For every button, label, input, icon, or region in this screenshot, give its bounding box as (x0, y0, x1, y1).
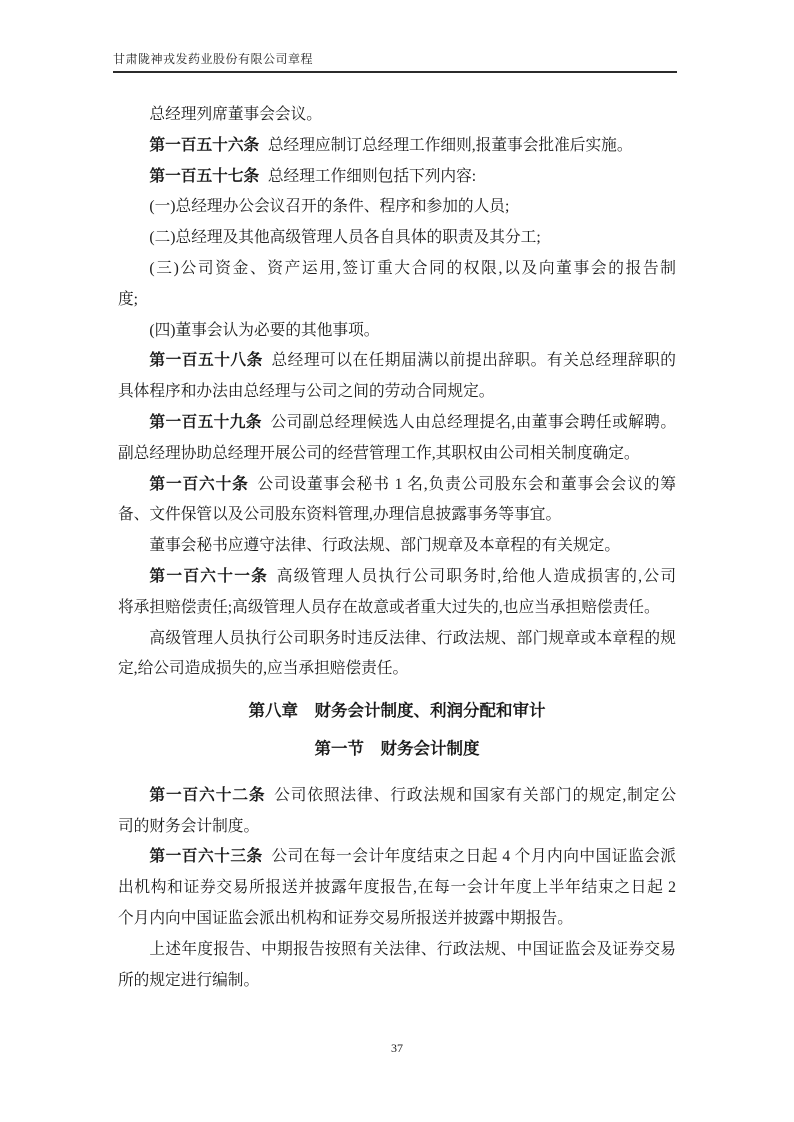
article-number: 第一百六十三条 (149, 848, 263, 866)
text-line: 备、文件保管以及公司股东资料管理,办理信息披露事务等事宜。 (118, 506, 562, 524)
paragraph (118, 935, 676, 997)
text-line: (三)公司资金、资产运用,签订重大合同的权限,以及向董事会的报告制 (149, 259, 676, 277)
article-number: 第一百六十二条 (149, 786, 266, 804)
text-line: (一)总经理办公会议召开的条件、程序和参加的人员; (149, 198, 510, 216)
text-line: (二)总经理及其他高级管理人员各自具体的职责及其分工; (149, 229, 541, 247)
paragraph (118, 408, 676, 470)
text-line: 第一百六十二条 公司依照法律、行政法规和国家有关部门的规定,制定公 (149, 786, 677, 804)
text-line: 出机构和证券交易所报送并披露年度报告,在每一会计年度上半年结束之日起 2 (118, 879, 676, 897)
text-line: 个月内向中国证监会派出机构和证券交易所报送并披露中期报告。 (118, 909, 573, 927)
text-line: 总经理列席董事会会议。 (149, 106, 322, 123)
article-number: 第一百五十九条 (149, 413, 262, 431)
text-line: 副总经理协助总经理开展公司的经营管理工作,其职权由公司相关制度确定。 (118, 444, 640, 462)
text-line: 所的规定进行编制。 (118, 971, 260, 989)
text-line: 第一百六十条 公司设董事会秘书 1 名,负责公司股东会和董事会会议的筹 (149, 475, 676, 493)
paragraph (118, 131, 676, 162)
paragraph (118, 562, 676, 624)
text-line: 第一百六十三条 公司在每一会计年度结束之日起 4 个月内向中国证监会派 (149, 848, 677, 866)
article-number: 第一百五十八条 (149, 352, 263, 370)
paragraph (118, 624, 676, 686)
text-line: 第一百五十八条 总经理可以在任期届满以前提出辞职。有关总经理辞职的 (149, 352, 676, 370)
text-line: 第一百六十一条 高级管理人员执行公司职务时,给他人造成损害的,公司 (149, 567, 677, 585)
chapter-heading: 第八章 财务会计制度、利润分配和审计 (248, 701, 546, 721)
text-line: 董事会秘书应遵守法律、行政法规、部门规章及本章程的有关规定。 (149, 537, 621, 555)
paragraph (118, 316, 676, 347)
text-line: 第一百五十六条 总经理应制订总经理工作细则,报董事会批准后实施。 (149, 136, 633, 154)
text-line: 定,给公司造成损失的,应当承担赔偿责任。 (118, 660, 409, 678)
document-body (118, 100, 676, 996)
page-footer (0, 1040, 794, 1056)
paragraph (118, 162, 676, 193)
text-line: (四)董事会认为必要的其他事项。 (149, 321, 380, 339)
text-line: 具体程序和办法由总经理与公司之间的劳动合同规定。 (118, 383, 495, 401)
article-number: 第一百五十七条 (149, 167, 260, 185)
article-number: 第一百六十条 (149, 475, 249, 493)
article-number: 第一百五十六条 (149, 136, 260, 154)
paragraph (118, 781, 676, 843)
article-number: 第一百六十一条 (149, 567, 269, 585)
section-heading: 第一节 财务会计制度 (314, 738, 480, 758)
text-line: 第一百五十九条 公司副总经理候选人由总经理提名,由董事会聘任或解聘。 (149, 413, 677, 431)
paragraph (118, 192, 676, 223)
text-line: 将承担赔偿责任;高级管理人员存在故意或者重大过失的,也应当承担赔偿责任。 (118, 598, 660, 616)
header-title: 甘肃陇神戎发药业股份有限公司章程 (113, 52, 314, 66)
paragraph (118, 842, 676, 934)
text-line: 第一百五十七条 总经理工作细则包括下列内容: (149, 167, 477, 185)
text-line: 上述年度报告、中期报告按照有关法律、行政法规、中国证监会及证券交易 (149, 940, 676, 958)
text-line: 司的财务会计制度。 (118, 817, 260, 835)
page-number: 37 (391, 1041, 403, 1055)
paragraph (118, 254, 676, 316)
paragraph (118, 346, 676, 408)
paragraph (118, 223, 676, 254)
text-line: 高级管理人员执行公司职务时违反法律、行政法规、部门规章或本章程的规 (149, 629, 676, 647)
paragraph (118, 470, 676, 532)
paragraph (118, 100, 676, 131)
paragraph (118, 531, 676, 562)
page-header (113, 52, 677, 73)
text-line: 度; (118, 290, 139, 308)
